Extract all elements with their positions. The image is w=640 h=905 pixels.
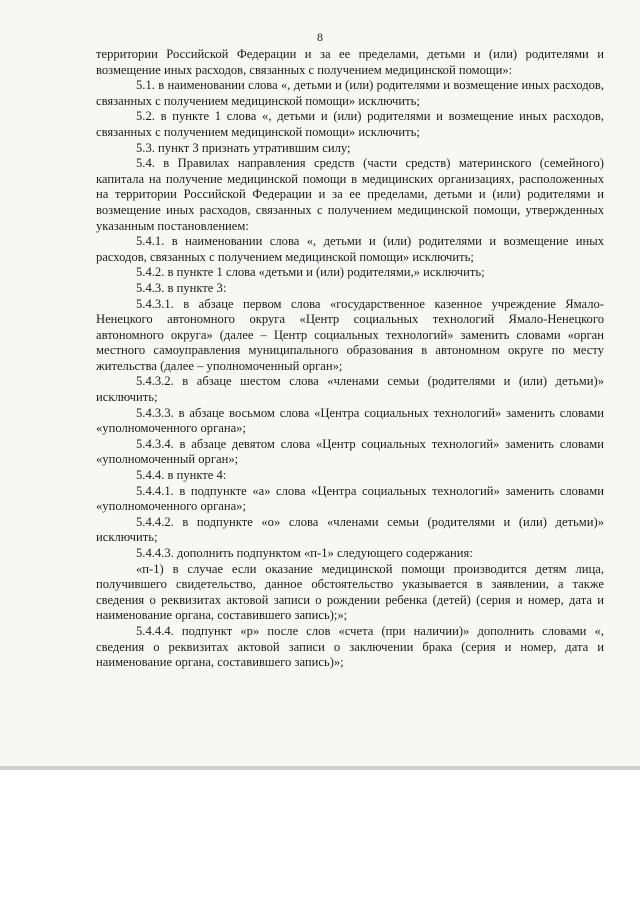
paragraph: 5.4.3.3. в абзаце восьмом слова «Центра социальных технологий» заменить словами «уполномоченного органа»; xyxy=(96,405,604,436)
paragraph: 5.4. в Правилах направления средств (части средств) материнского (семейного) капитала на получение медицинской помощи в медицинских организациях, расположенных на территории Российской Федерации и за ее пределами, детьми и (или) родителями и возмещение иных расходов, связанных с получением медицинской помощи, утвержденных указанным постановлением: xyxy=(96,156,604,233)
paragraph: 5.4.4.2. в подпункте «о» слова «членами семьи (родителями и (или) детьми)» исключить; xyxy=(96,514,604,545)
document-body xyxy=(96,47,604,671)
paragraph: 5.4.3.4. в абзаце девятом слова «Центр социальных технологий» заменить словами «уполномоченный орган»; xyxy=(96,436,604,467)
paragraph: 5.4.3.1. в абзаце первом слова «государственное казенное учреждение Ямало-Ненецкого автономного округа «Центр социальных технологий Ямало-Ненецкого автономного округа» (далее – Центр социальных технологий» заменить словами «орган местного самоуправления муниципального образования в автономном округе по месту жительства (далее – уполномоченный орган»; xyxy=(96,296,604,373)
paragraph: 5.4.4. в пункте 4: xyxy=(136,468,227,483)
paragraph: 5.4.1. в наименовании слова «, детьми и (или) родителями и возмещение иных расходов, связанных с получением медицинской помощи» исключить; xyxy=(96,234,604,264)
paragraph: 5.4.3.2. в абзаце шестом слова «членами семьи (родителями и (или) детьми)» исключить; xyxy=(96,374,604,405)
paragraph: 5.1. в наименовании слова «, детьми и (или) родителями и возмещение иных расходов, связанных с получением медицинской помощи» исключить; xyxy=(96,78,604,108)
paragraph: 5.3. пункт 3 признать утратившим силу; xyxy=(136,140,351,155)
page-bottom-edge xyxy=(0,766,640,770)
paragraph: 5.4.3. в пункте 3: xyxy=(136,280,227,295)
paragraph: 5.4.4.1. в подпункте «а» слова «Центра социальных технологий» заменить словами «уполномоченного органа»; xyxy=(96,483,604,514)
paragraph: 5.4.4.4. подпункт «р» после слов «счета (при наличии)» дополнить словами «, сведения о реквизитах актовой записи о заключении брака (серия и номер, дата и наименование органа, составившего запись)»; xyxy=(96,623,604,670)
paragraph: территории Российской Федерации и за ее пределами, детьми и (или) родителями и возмещение иных расходов, связанных с получением медицинской помощи»: xyxy=(96,47,604,77)
paragraph: 5.4.4.3. дополнить подпунктом «п-1» следующего содержания: xyxy=(136,546,473,560)
paragraph: 5.4.2. в пункте 1 слова «детьми и (или) родителями,» исключить; xyxy=(136,265,485,280)
page-number: 8 xyxy=(317,30,323,44)
paragraph: «п-1) в случае если оказание медицинской помощи производится детям лица, получившего свидетельство, данное обстоятельство указывается в заявлении, а также сведения о реквизитах актовой записи о рождении ребенка (детей) (серия и номер, дата и наименование органа, составившего запись);»; xyxy=(96,561,604,623)
paragraph: 5.2. в пункте 1 слова «, детьми и (или) родителями и возмещение иных расходов, связанных с получением медицинской помощи» исключить; xyxy=(96,109,604,139)
